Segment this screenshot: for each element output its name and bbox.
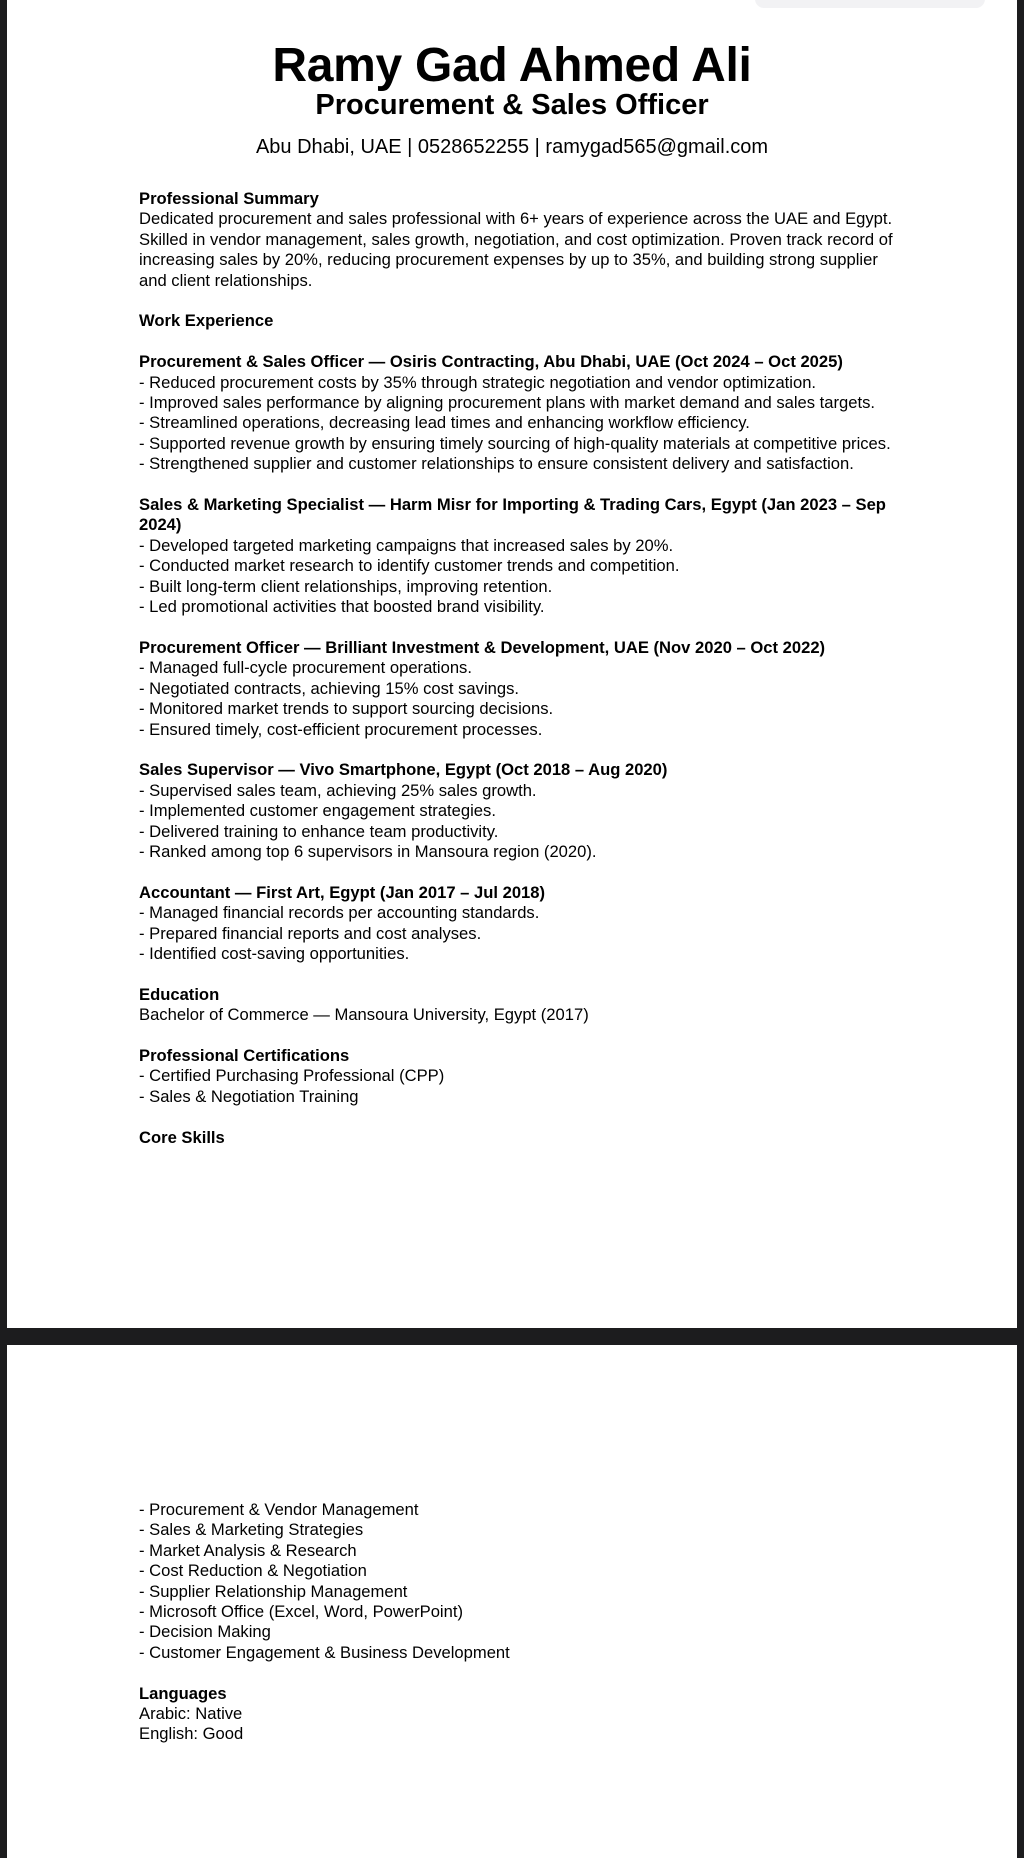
job-bullet: - Negotiated contracts, achieving 15% cost savings. (139, 678, 520, 698)
job-bullet: - Ensured timely, cost-efficient procurement processes. (139, 719, 543, 739)
skill-item: - Cost Reduction & Negotiation (139, 1561, 367, 1581)
skill-item: - Microsoft Office (Excel, Word, PowerPoint) (139, 1602, 463, 1622)
job-bullet: - Strengthened supplier and customer relationships to ensure consistent delivery and satisfaction. (139, 454, 854, 474)
certification-item: - Certified Purchasing Professional (CPP) (139, 1066, 445, 1086)
resume-page-1 (7, 0, 1017, 1328)
certifications-heading: Professional Certifications (139, 1045, 350, 1065)
job-bullet: - Built long-term client relationships, improving retention. (139, 576, 553, 596)
job-bullet: - Identified cost-saving opportunities. (139, 943, 410, 963)
education-heading: Education (139, 984, 220, 1004)
skill-item: - Decision Making (139, 1622, 271, 1642)
job-bullet: - Reduced procurement costs by 35% through strategic negotiation and vendor optimization. (139, 372, 817, 392)
job-title: Accountant — First Art, Egypt (Jan 2017 – Jul 2018) (139, 882, 546, 902)
experience-heading: Work Experience (139, 311, 274, 331)
candidate-title: Procurement & Sales Officer (315, 89, 709, 121)
contact-line: Abu Dhabi, UAE | 0528652255 | ramygad565@gmail.com (255, 136, 769, 158)
job-title: Procurement Officer — Brilliant Investment & Development, UAE (Nov 2020 – Oct 2022) (139, 637, 826, 657)
job-bullet: - Delivered training to enhance team productivity. (139, 821, 499, 841)
job-bullet: - Prepared financial reports and cost analyses. (139, 923, 482, 943)
certification-item: - Sales & Negotiation Training (139, 1086, 359, 1106)
summary-heading: Professional Summary (139, 189, 319, 208)
skill-item: - Sales & Marketing Strategies (139, 1520, 364, 1540)
skill-item: - Supplier Relationship Management (139, 1581, 408, 1601)
job-bullet: - Managed financial records per accounting standards. (139, 903, 540, 923)
candidate-name: Ramy Gad Ahmed Ali (272, 39, 752, 92)
job-entry (139, 883, 899, 965)
languages-heading: Languages (139, 1683, 227, 1703)
job-bullet: - Led promotional activities that boosted brand visibility. (139, 597, 545, 617)
language-item: Arabic: Native (139, 1704, 243, 1724)
education-text: Bachelor of Commerce — Mansoura University, Egypt (2017) (139, 1005, 589, 1025)
skill-item: - Customer Engagement & Business Development (139, 1642, 510, 1662)
job-title: Sales Supervisor — Vivo Smartphone, Egypt (Oct 2018 – Aug 2020) (139, 760, 668, 780)
job-bullet: - Supervised sales team, achieving 25% sales growth. (139, 780, 537, 800)
resume-page-2 (7, 1345, 1017, 1858)
summary-text: Dedicated procurement and sales professional with 6+ years of experience across the UAE and Egypt. Skilled in vendor management, sales growth, negotiation, and cost optimization. Proven track record of increasing sales by 20%, reducing procurement expenses by up to 35%, and building strong supplier and client relationships. (139, 209, 893, 290)
job-bullet: - Managed full-cycle procurement operations. (139, 658, 472, 678)
job-bullet: - Implemented customer engagement strategies. (139, 801, 496, 821)
skill-item: - Market Analysis & Research (139, 1540, 357, 1560)
job-entry (139, 760, 899, 862)
job-title: Sales & Marketing Specialist — Harm Misr for Importing & Trading Cars, Egypt (Jan 2023 – Sep 2024) (139, 495, 886, 535)
job-bullet: - Developed targeted marketing campaigns that increased sales by 20%. (139, 535, 674, 555)
job-entry (139, 638, 899, 740)
job-bullet: - Ranked among top 6 supervisors in Mansoura region (2020). (139, 841, 597, 861)
language-item: English: Good (139, 1724, 244, 1744)
skill-item: - Procurement & Vendor Management (139, 1500, 419, 1519)
job-bullet: - Streamlined operations, decreasing lead times and enhancing workflow efficiency. (139, 413, 750, 433)
job-bullet: - Monitored market trends to support sourcing decisions. (139, 699, 554, 719)
job-title: Procurement & Sales Officer — Osiris Contracting, Abu Dhabi, UAE (Oct 2024 – Oct 2025) (139, 352, 843, 372)
job-bullet: - Supported revenue growth by ensuring timely sourcing of high-quality materials at competitive prices. (139, 433, 891, 453)
resume-content (139, 189, 899, 1148)
job-bullet: - Conducted market research to identify customer trends and competition. (139, 556, 680, 576)
job-bullet: - Improved sales performance by aligning procurement plans with market demand and sales targets. (139, 393, 876, 413)
skills-heading: Core Skills (139, 1127, 225, 1147)
resume-content-continued (139, 1500, 899, 1745)
job-entry (139, 352, 899, 474)
job-entry (139, 495, 899, 617)
top-pill (755, 0, 985, 8)
